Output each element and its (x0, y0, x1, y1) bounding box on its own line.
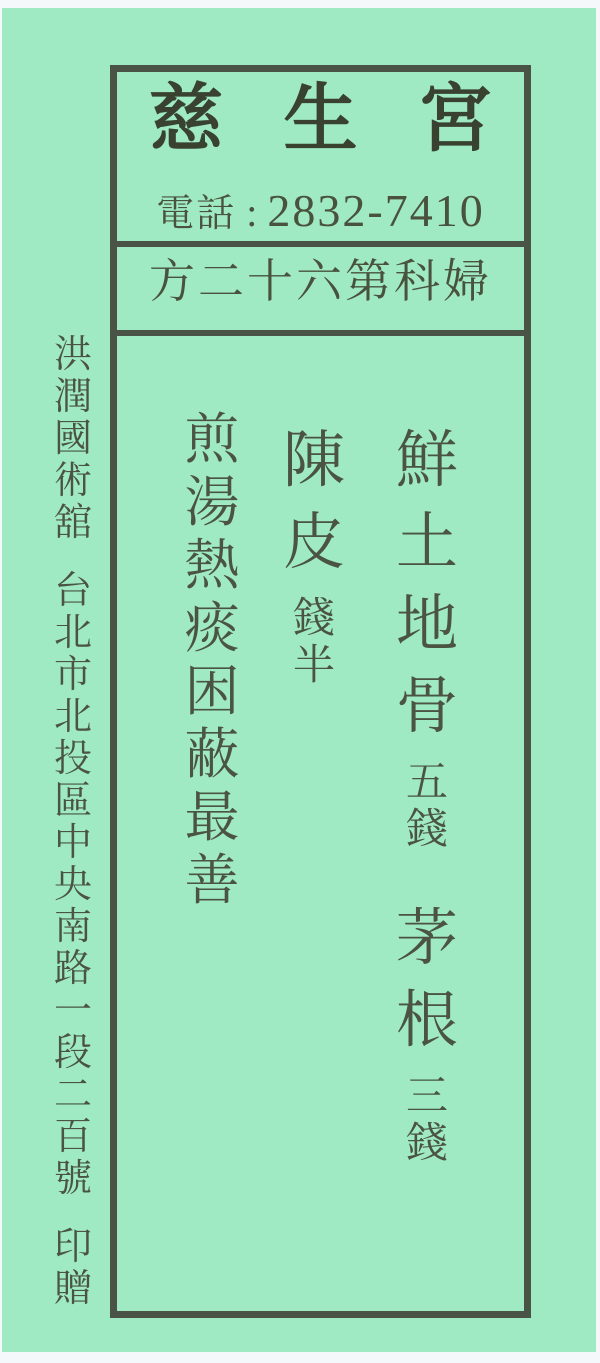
herb-dose: 錢半 (292, 596, 335, 689)
instruction-column (181, 408, 243, 912)
instruction-text: 煎湯熱痰困蔽最善 (184, 409, 240, 911)
temple-name (117, 80, 524, 160)
temple-name-char-3: 宮 (418, 79, 492, 161)
herb-dose: 三錢 (405, 1074, 448, 1167)
herb-column-right (392, 420, 462, 1168)
herb-name: 鮮土地骨 (395, 427, 458, 741)
green-paper-slip (2, 8, 596, 1352)
divider-under-header (117, 241, 524, 247)
herb-column-middle (279, 420, 349, 690)
phone-line (117, 182, 524, 237)
prescription-card (110, 65, 531, 1318)
herb-dose: 五錢 (405, 760, 448, 853)
phone-separator: : (246, 190, 258, 235)
herb-name: 陳皮 (282, 427, 345, 577)
temple-name-char-2: 生 (283, 79, 358, 161)
herb-name: 茅根 (395, 905, 458, 1055)
donor-name: 洪潤國術舘 (53, 334, 92, 544)
phone-number: 2832-7410 (267, 185, 485, 236)
donor-column (47, 334, 99, 1310)
divider-under-category (117, 330, 524, 336)
prescription-number-text: 方二十六第科婦 (149, 256, 492, 307)
temple-name-char-1: 慈 (149, 79, 223, 161)
donor-address: 台北市北投區中央南路一段二百號 (53, 570, 92, 1200)
gift-label: 印贈 (53, 1226, 92, 1310)
phone-label: 電話 (156, 193, 237, 235)
